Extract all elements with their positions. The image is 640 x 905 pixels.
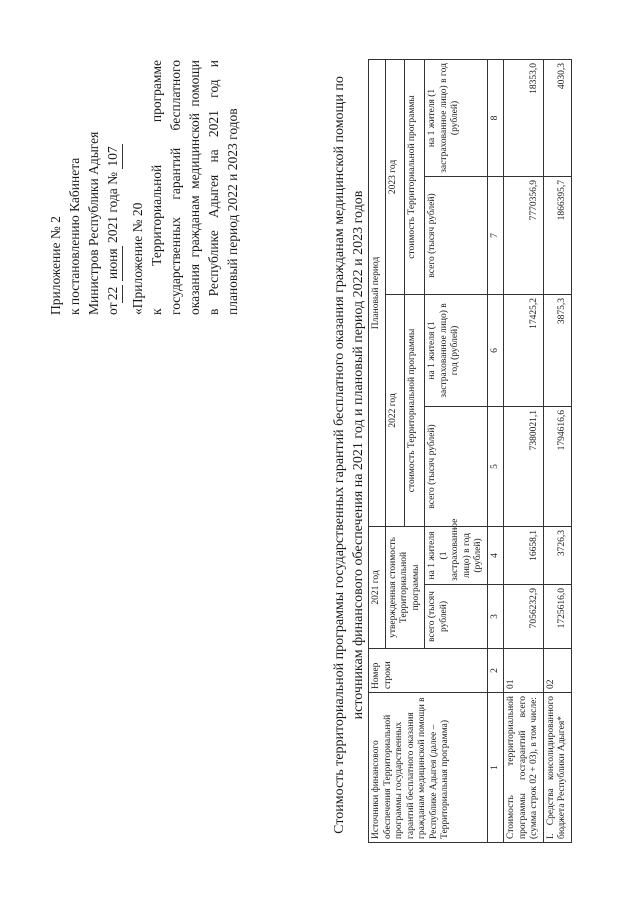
row-value: 1725616,0 (543, 585, 571, 649)
header-2021: 2021 год (369, 526, 386, 648)
header-2023: 2023 год (385, 59, 405, 294)
date-day: 22 (103, 285, 123, 303)
prilozhenie-heading: «Приложение № 20 (130, 202, 145, 315)
header-planned: Плановый период (369, 59, 386, 526)
column-number-row (487, 59, 504, 842)
header-per-capita-2022: на 1 жителя (1 застрахованное лицо) в год (рублей) (425, 294, 488, 406)
header-cost-2022: стоимость Территориальной программы (405, 294, 425, 526)
col-number-4: 4 (487, 526, 504, 584)
row-value: 18353,0 (504, 59, 544, 176)
table-row (504, 59, 544, 842)
header-total-2022: всего (тысяч рублей) (425, 406, 488, 526)
row-value: 1866395,7 (543, 176, 571, 294)
appendix-line-1: Приложение № 2 (48, 216, 63, 315)
row-label: I. Средства консолидированного бюджета Республики Адыгея* (543, 693, 571, 843)
col-number-7: 7 (487, 176, 504, 294)
header-per-capita-2023: на 1 жителя (1 застрахованное лицо) в год (рублей) (425, 59, 488, 176)
date-month: июня (103, 246, 123, 281)
header-total-2023: всего (тысяч рублей) (425, 176, 488, 294)
document-title: Стоимость территориальной программы государственных гарантий бесплатного оказания гражданам медицинской помощи по источникам финансового обеспечения на 2021 год и плановый период 2022 и 2023 годов (332, 76, 366, 834)
col-number-2: 2 (487, 649, 504, 693)
row-value: 3726,3 (543, 526, 571, 584)
table-row (543, 59, 571, 842)
cost-table (368, 59, 572, 843)
row-value: 3875,3 (543, 294, 571, 406)
col-number-1: 1 (487, 693, 504, 843)
col-number-3: 3 (487, 585, 504, 649)
header-2022: 2022 год (385, 294, 405, 526)
header-source: Источники финансового обеспечения Территориальной программы государственных гарантий бесплатного оказания гражданам медицинской помощи в Республике Адыгея (далее – Территориальная программа) (369, 693, 488, 843)
row-code: 02 (543, 649, 571, 693)
col-number-8: 8 (487, 59, 504, 176)
row-value: 17425,2 (504, 294, 544, 406)
date-prefix: от (105, 302, 120, 315)
appendix-line-3: Министров Республики Адыгея (86, 131, 101, 315)
header-total-2021: всего (тысяч рублей) (425, 585, 488, 649)
date-year: 2021 года № (105, 171, 120, 244)
header-per-capita-2021: на 1 жителя (1 застрахованное лицо) в год (рублей) (425, 526, 488, 584)
decree-number: 107 (103, 144, 123, 168)
appendix-block (46, 75, 123, 315)
row-value: 1794616,6 (543, 406, 571, 526)
header-cost-2023: стоимость Территориальной программы (405, 59, 425, 294)
header-approved-cost: утвержденная стоимость Территориальной программы (385, 526, 425, 648)
row-label: Стоимость территориальной программы госгарантий всего (сумма строк 02 + 03), в том числе: (504, 693, 544, 843)
col-number-6: 6 (487, 294, 504, 406)
prilozhenie-block (128, 60, 242, 315)
row-value: 7770356,9 (504, 176, 544, 294)
row-code: 01 (504, 649, 544, 693)
row-value: 16658,1 (504, 526, 544, 584)
row-value: 7056232,9 (504, 585, 544, 649)
header-row-number: Номер строки (369, 649, 488, 693)
appendix-date-line (103, 75, 123, 315)
row-value: 4030,3 (543, 59, 571, 176)
appendix-line-2: к постановлению Кабинета (67, 157, 82, 315)
prilozhenie-body: к Территориальной программе государственных гарантий бесплатного оказания гражданам медицинской помощи в Республике Адыгея на 2021 год и плановый период 2022 и 2023 годов (149, 60, 240, 315)
header-row-1 (369, 59, 386, 842)
col-number-5: 5 (487, 406, 504, 526)
row-value: 7380021,1 (504, 406, 544, 526)
